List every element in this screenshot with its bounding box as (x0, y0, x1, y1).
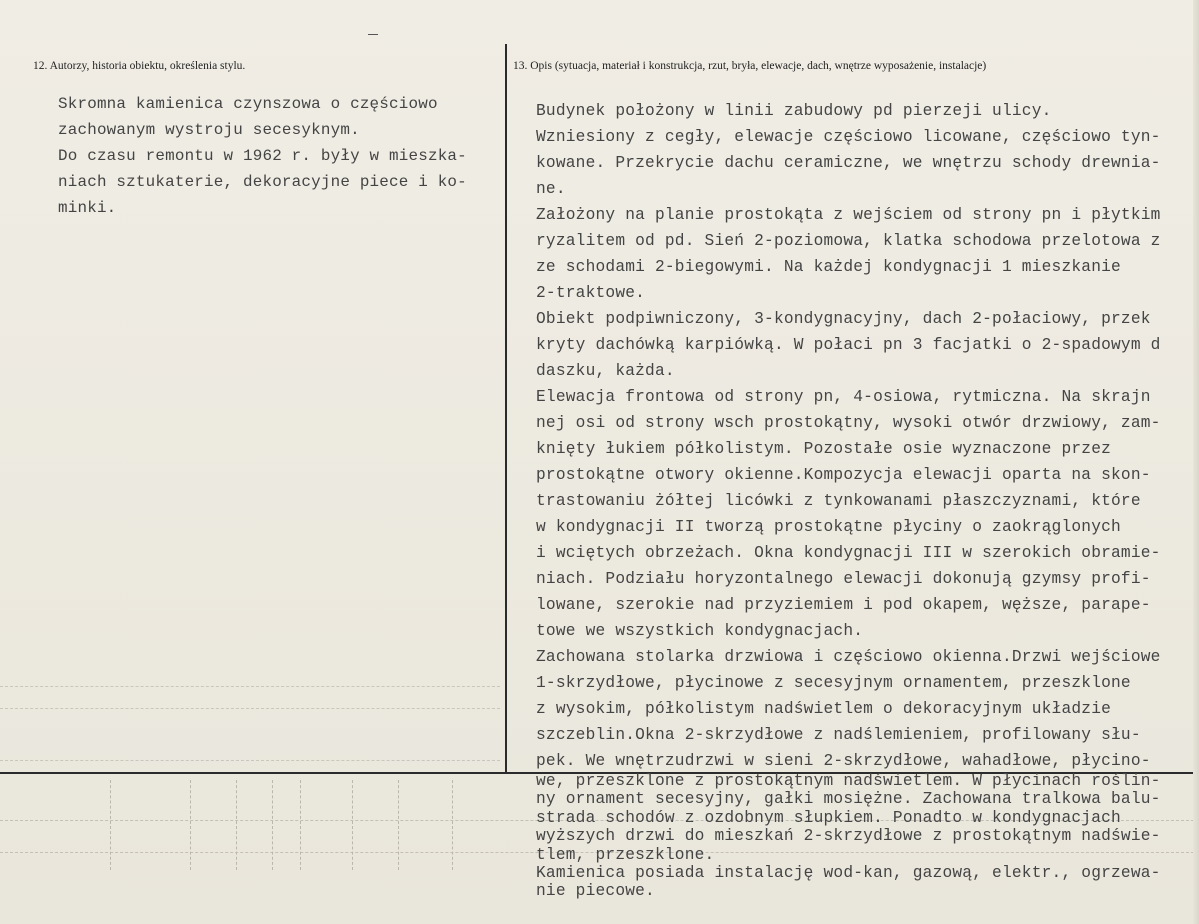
text-line: pek. We wnętrzudrzwi w sieni 2-skrzydłowe, wahadłowe, płycino- (536, 752, 1151, 770)
text-line: prostokątne otwory okienne.Kompozycja elewacji oparta na skon- (536, 466, 1151, 484)
faint-column (272, 780, 274, 870)
faint-column (236, 780, 238, 870)
text-line: i wciętych obrzeżach. Okna kondygnacji III w szerokich obramie- (536, 544, 1161, 562)
text-line: Budynek położony w linii zabudowy pd pierzeji ulicy. (536, 102, 1052, 120)
text-line: knięty łukiem półkolistym. Pozostałe osie wyznaczone przez (536, 440, 1112, 458)
faint-rule (0, 708, 500, 710)
text-line: nie piecowe. (536, 882, 655, 901)
text-line: kowane. Przekrycie dachu ceramiczne, we wnętrzu schody drewnia- (536, 154, 1161, 172)
text-line: 1-skrzydłowe, płycinowe z secesyjnym ornamentem, przeszklone (536, 674, 1131, 692)
section-13-header: 13. Opis (sytuacja, materiał i konstrukcja, rzut, bryła, elewacje, dach, wnętrze wyposażenie, instalacje) (513, 60, 987, 72)
text-line: tlem, przeszklone. (536, 845, 715, 864)
section-13-overflow-text (536, 772, 1161, 901)
text-line: ny ornament secesyjny, gałki mosiężne. Zachowana tralkowa balu- (536, 790, 1161, 809)
text-line: ryzalitem od pd. Sień 2-poziomowa, klatka schodowa przelotowa z (536, 232, 1161, 250)
text-line: we, przeszklone z prostokątnym nadświetlem. W płycinach roślin- (536, 772, 1161, 790)
faint-column (352, 780, 354, 870)
text-line: Wzniesiony z cegły, elewacje częściowo licowane, częściowo tyn- (536, 128, 1161, 146)
faint-column (110, 780, 112, 870)
faint-column (300, 780, 302, 870)
text-line: Skromna kamienica czynszowa o częściowo (58, 95, 438, 113)
text-line: w kondygnacji II tworzą prostokątne płyciny o zaokrąglonych (536, 518, 1121, 536)
text-line: towe we wszystkich kondygnacjach. (536, 622, 864, 640)
text-line: niach sztukaterie, dekoracyjne piece i ko- (58, 173, 467, 191)
text-line: Zachowana stolarka drzwiowa i częściowo okienna.Drzwi wejściowe (536, 648, 1161, 666)
text-line: szczeblin.Okna 2-skrzydłowe z nadślemieniem, profilowany słu- (536, 726, 1141, 744)
top-mark (368, 34, 378, 35)
page-edge (1193, 0, 1199, 924)
text-line: ne. (536, 180, 566, 198)
text-line: lowane, szerokie nad przyziemiem i pod okapem, węższe, parape- (536, 596, 1151, 614)
text-line: niach. Podziału horyzontalnego elewacji dokonują gzymsy profi- (536, 570, 1151, 588)
faint-column (452, 780, 454, 870)
text-line: strada schodów z ozdobnym słupkiem. Ponadto w kondygnacjach (536, 808, 1121, 827)
text-line: Do czasu remontu w 1962 r. były w mieszka- (58, 147, 467, 165)
text-line: trastowaniu żółtej licówki z tynkowanami płaszczyznami, które (536, 492, 1141, 510)
text-line: daszku, każda. (536, 362, 675, 380)
text-line: minki. (58, 199, 117, 217)
faint-column (398, 780, 400, 870)
section-12-header: 12. Autorzy, historia obiektu, określenia stylu. (33, 60, 246, 72)
text-line: zachowanym wystroju secesyknym. (58, 121, 360, 139)
text-line: 2-traktowe. (536, 284, 646, 302)
text-line: nej osi od strony wsch prostokątny, wysoki otwór drzwiowy, zam- (536, 414, 1161, 432)
text-line: Elewacja frontowa od strony pn, 4-osiowa, rytmiczna. Na skrajn (536, 388, 1151, 406)
faint-column (190, 780, 192, 870)
faint-rule (0, 760, 500, 762)
column-divider (505, 44, 507, 774)
section-13-text (536, 98, 1161, 774)
text-line: wyższych drzwi do mieszkań 2-skrzydłowe z prostokątnym nadświe- (536, 827, 1161, 846)
text-line: z wysokim, półkolistym nadświetlem o dekoracyjnym układzie (536, 700, 1112, 718)
text-line: Założony na planie prostokąta z wejściem od strony pn i płytkim (536, 206, 1161, 224)
text-line: Kamienica posiada instalację wod-kan, gazową, elektr., ogrzewa- (536, 863, 1161, 882)
text-line: kryty dachówką karpiówką. W połaci pn 3 facjatki o 2-spadowym d (536, 336, 1161, 354)
section-12-text (58, 91, 467, 221)
text-line: ze schodami 2-biegowymi. Na każdej kondygnacji 1 mieszkanie (536, 258, 1121, 276)
text-line: Obiekt podpiwniczony, 3-kondygnacyjny, dach 2-połaciowy, przek (536, 310, 1151, 328)
faint-rule (0, 686, 500, 688)
